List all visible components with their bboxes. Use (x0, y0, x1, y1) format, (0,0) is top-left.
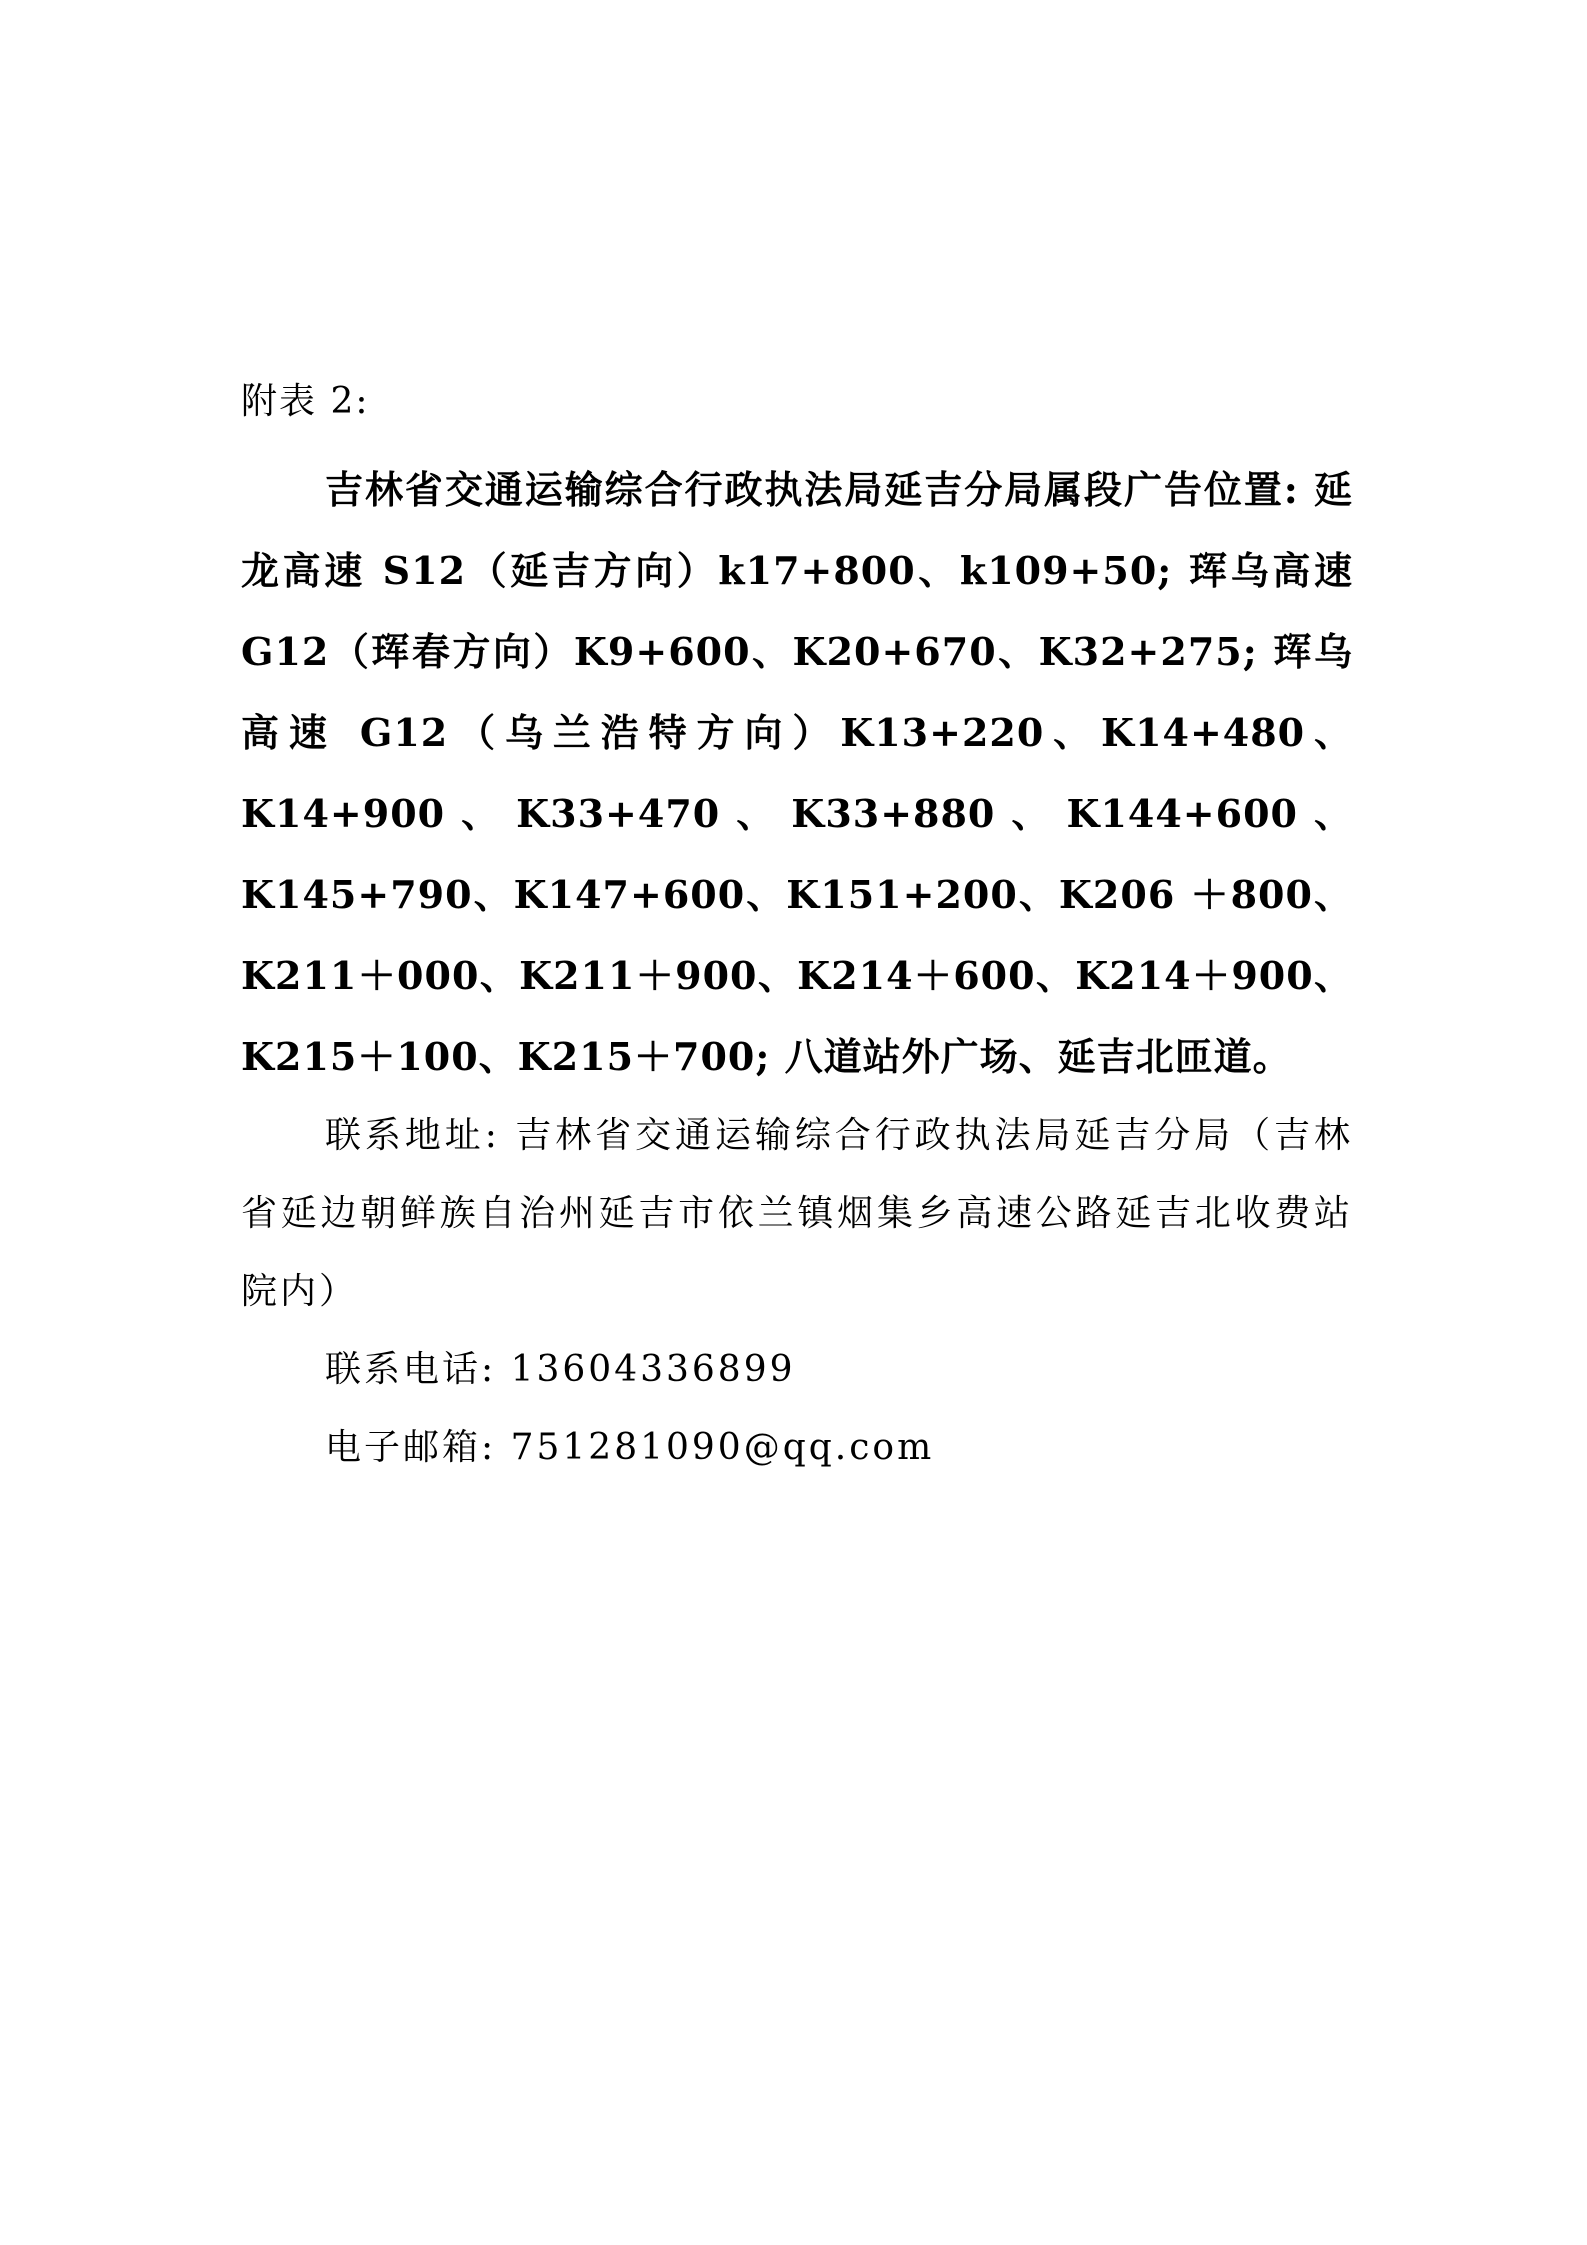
contact-email: 电子邮箱: 751281090@qq.com (325, 1427, 935, 1468)
attachment-label: 附表 2: (241, 381, 370, 422)
contact-phone: 联系电话: 13604336899 (325, 1349, 796, 1390)
contact-address: 联系地址: 吉林省交通运输综合行政执法局延吉分局（吉林省延边朝鲜族自治州延吉市依兰镇烟集乡高速公路延吉北收费站院内） (241, 1115, 1353, 1312)
document-content (241, 375, 1353, 1487)
ad-locations-paragraph: 吉林省交通运输综合行政执法局延吉分局属段广告位置: 延龙高速 S12（延吉方向）k17+800、k109+50; 珲乌高速 G12（珲春方向）K9+600、K20+670、K32+275; 珲乌高速 G12（乌兰浩特方向）K13+220、K14+480、K14+900、K33+470、K33+880、K144+600、K145+790、K147+600、K151+200、K206 ＋800、K211＋000、K211＋900、K214＋600、K214＋900、K215＋100、K215＋700; 八道站外广场、延吉北匝道。 (241, 467, 1353, 1079)
